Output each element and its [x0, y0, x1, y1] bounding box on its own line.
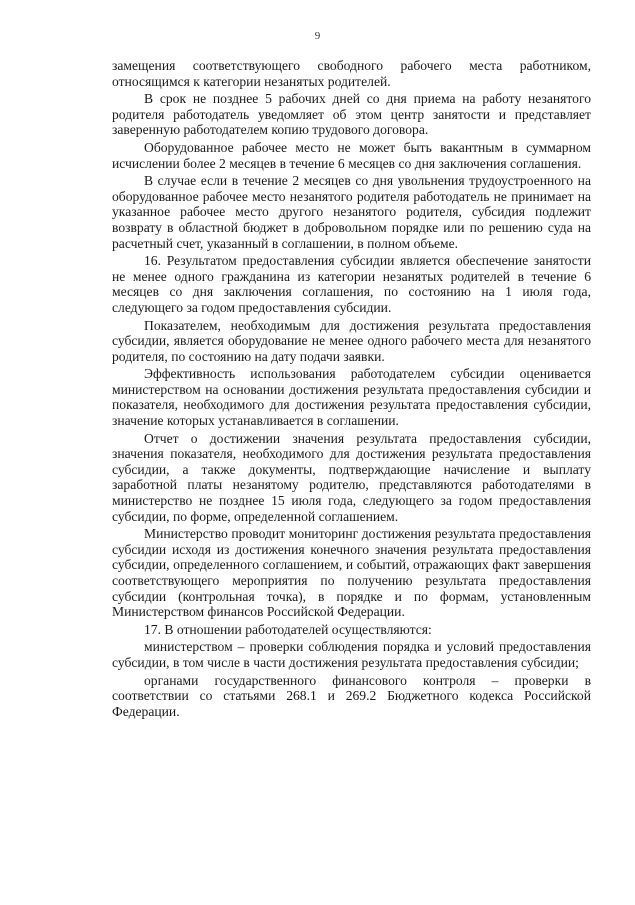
- paragraph-employment-notice: В срок не позднее 5 рабочих дней со дня приема на работу незанятого родителя работодатель уведомляет об этом центр занятости и представляет заверенную работодателем копию трудового договора.: [112, 91, 591, 138]
- paragraph-indicator: Показателем, необходимым для достижения результата предоставления субсидии, является оборудование не менее одного рабочего места для незанятого родителя, по состоянию на дату подачи заявки.: [112, 317, 591, 364]
- paragraph-ministry-checks: министерством – проверки соблюдения порядка и условий предоставления субсидии, в том числе в части достижения результата предоставления субсидии;: [112, 639, 591, 670]
- paragraph-item-16-result: 16. Результатом предоставления субсидии является обеспечение занятости не менее одного гражданина из категории незанятых родителей в течение 6 месяцев со дня заключения соглашения, по состоянию на 1 июля года, следующего за годом предоставления субсидии.: [112, 253, 591, 315]
- paragraph-item-17-heading: 17. В отношении работодателей осуществляются:: [144, 621, 432, 637]
- paragraph-financial-control-checks: органами государственного финансового контроля – проверки в соответствии со статьями 268.1 и 269.2 Бюджетного кодекса Российской Федерации.: [112, 672, 591, 719]
- paragraph-continuation: замещения соответствующего свободного рабочего места работником, относящимся к категории незанятых родителей.: [112, 58, 591, 89]
- paragraph-vacancy-limit: Оборудованное рабочее место не может быть вакантным в суммарном исчислении более 2 месяцев в течение 6 месяцев со дня заключения соглашения.: [112, 139, 591, 171]
- page-number: 9: [314, 30, 321, 42]
- paragraph-monitoring: Министерство проводит мониторинг достижения результата предоставления субсидии исходя из достижения конечного значения результата предоставления субсидии, определенного соглашением, и событий, отражающих факт завершения соответствующего мероприятия по получению результата предоставления субсидии (контрольная точка), в порядке и по формам, установленным Министерством финансов Российской Федерации.: [112, 526, 591, 620]
- paragraph-report: Отчет о достижении значения результата предоставления субсидии, значения показателя, необходимого для достижения результата предоставления субсидии, а также документы, подтверждающие начисление и выплату заработной платы незанятому родителю, представляются работодателями в министерство не позднее 15 июля года, следующего за годом предоставления субсидии, по форме, определенной соглашением.: [112, 430, 591, 524]
- paragraph-efficiency: Эффективность использования работодателем субсидии оценивается министерством на основании достижения результата предоставления субсидии и показателя, необходимого для достижения результата предоставления субсидии, значение которых устанавливается в соглашении.: [112, 366, 591, 429]
- paragraph-subsidy-return: В случае если в течение 2 месяцев со дня увольнения трудоустроенного на оборудованное рабочее место незанятого родителя работодатель не принимает на указанное рабочее место другого незанятого родителя, субсидия подлежит возврату в областной бюджет в добровольном порядке или по решению суда на расчетный счет, указанный в соглашении, в полном объеме.: [112, 173, 591, 251]
